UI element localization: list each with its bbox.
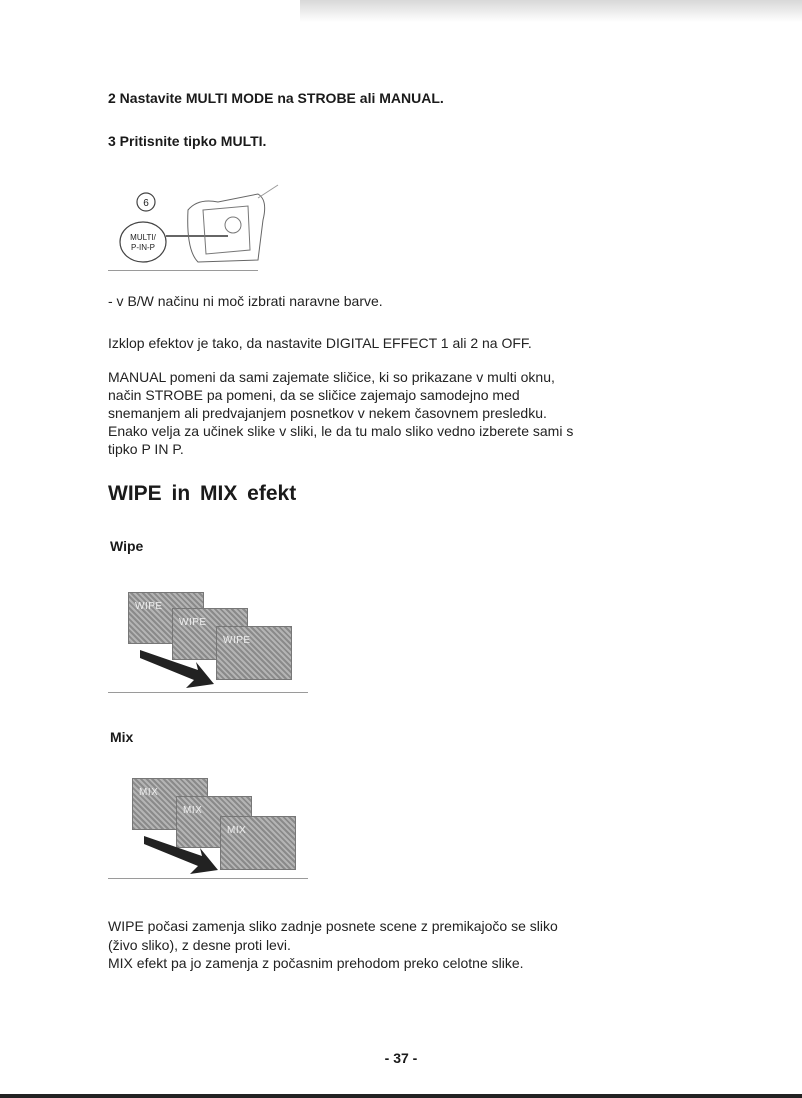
multi-button-label-1: MULTI/	[130, 233, 156, 242]
closing-line-1: WIPE počasi zamenja sliko zadnje posnete scene z premikajočo se sliko	[108, 918, 558, 934]
wipe-underline	[108, 692, 308, 693]
mix-underline	[108, 878, 308, 879]
section-heading: WIPE in MIX efekt	[108, 482, 297, 505]
wipe-frame-3	[216, 626, 292, 680]
camera-edge-sketch	[258, 185, 278, 198]
wipe-frame-3-label: WIPE	[223, 635, 251, 646]
manual-line-4: Enako velja za učinek slike v sliki, le da tu malo sliko vedno izberete sami s	[108, 423, 574, 439]
bw-note: - v B/W načinu ni moč izbrati naravne barve.	[108, 293, 383, 309]
mix-arrow-shape	[144, 836, 218, 874]
wipe-frame-1-label: WIPE	[135, 601, 163, 612]
scan-shade	[300, 0, 802, 22]
step-3-text: 3 Pritisnite tipko MULTI.	[108, 133, 267, 149]
mix-frame-2-label: MIX	[183, 805, 203, 816]
camera-dial-sketch	[225, 217, 241, 233]
manual-line-2: način STROBE pa pomeni, da se sličice zajemajo samodejno med	[108, 387, 520, 403]
manual-line-5: tipko P IN P.	[108, 441, 184, 457]
closing-line-2: (živo sliko), z desne proti levi.	[108, 937, 291, 953]
manual-line-3: snemanjem ali predvajanjem posnetkov v nekem časovnem presledku.	[108, 405, 547, 421]
mix-arrow	[144, 826, 224, 878]
illustration-underline	[108, 270, 258, 271]
multi-button-label-2: P-IN-P	[131, 243, 155, 252]
mix-frame-3	[220, 816, 296, 870]
step-2-text: 2 Nastavite MULTI MODE na STROBE ali MANUAL.	[108, 90, 444, 106]
callout-number: 6	[143, 198, 149, 209]
manual-line-1: MANUAL pomeni da sami zajemate sličice, ki so prikazane v multi oknu,	[108, 369, 555, 385]
page-number: - 37 -	[384, 1050, 418, 1066]
scan-edge	[0, 1094, 802, 1098]
wipe-arrow	[140, 640, 220, 692]
wipe-title: Wipe	[110, 538, 144, 554]
mix-frame-1-label: MIX	[139, 787, 159, 798]
wipe-frame-2-label: WIPE	[179, 617, 207, 628]
effects-off-text: Izklop efektov je tako, da nastavite DIGITAL EFFECT 1 ali 2 na OFF.	[108, 335, 532, 351]
multi-button-outline	[120, 222, 166, 262]
mix-title: Mix	[110, 729, 134, 745]
mix-frame-3-label: MIX	[227, 825, 247, 836]
closing-line-3: MIX efekt pa jo zamenja z počasnim prehodom preko celotne slike.	[108, 955, 524, 971]
camera-multi-button-illustration	[108, 180, 298, 280]
wipe-arrow-shape	[140, 650, 214, 688]
